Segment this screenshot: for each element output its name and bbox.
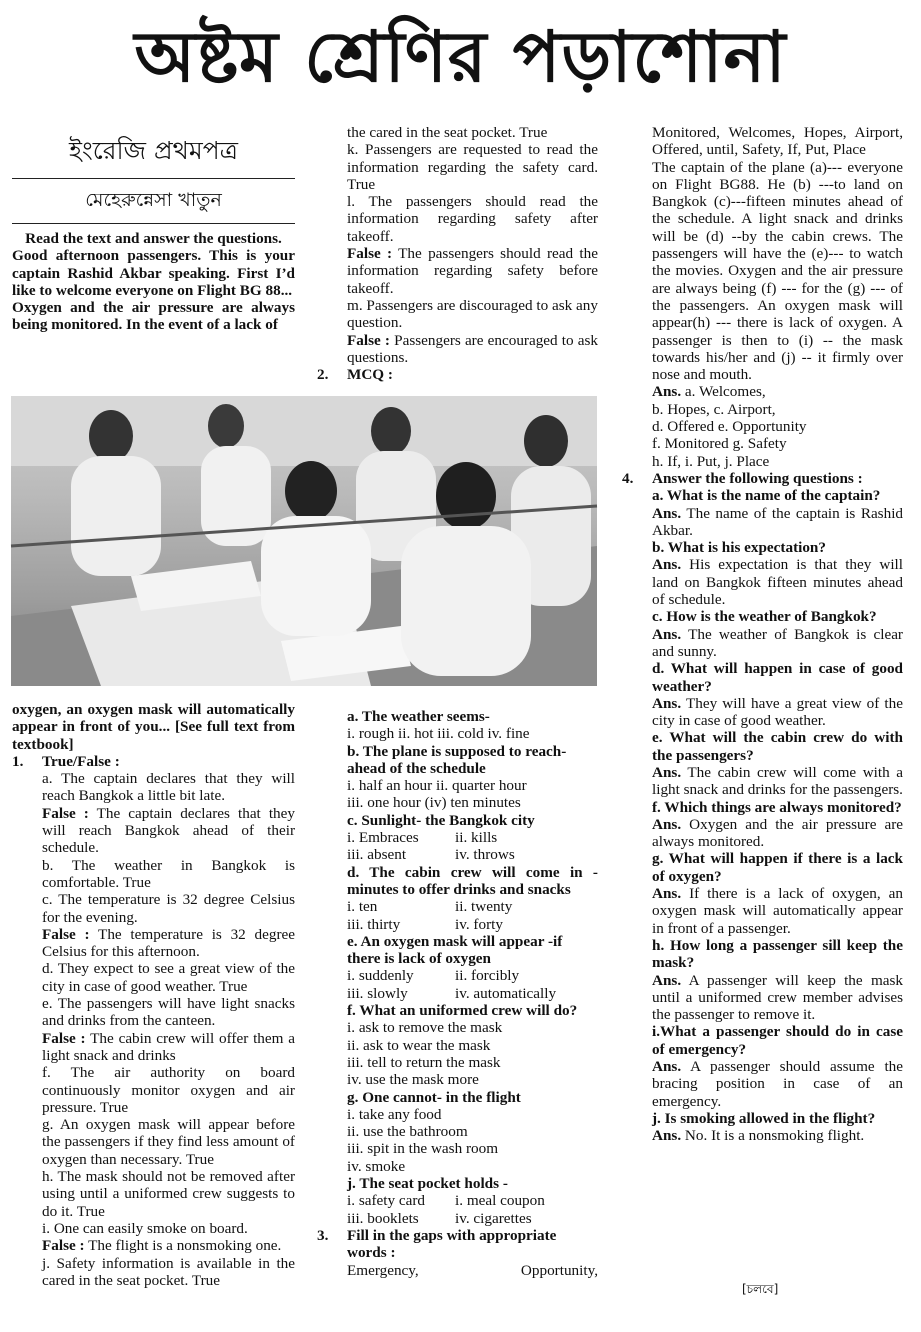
mcq-options: i. take any food <box>347 1105 442 1123</box>
tf-correction: False : Passengers are encouraged to ask questions. <box>347 331 599 366</box>
mcq-options: i. safety card i. meal coupon <box>347 1192 545 1210</box>
column-3 <box>622 124 903 1145</box>
qa-question: f. Which things are always monitored? <box>652 798 902 816</box>
mcq-question: f. What an uniformed crew will do? <box>347 1002 578 1020</box>
tf-statement: m. Passengers are discouraged to ask any question. <box>347 296 598 332</box>
qa-answer: Ans. A passenger should assume the bracing position in case of an emergency. <box>652 1058 903 1110</box>
mcq-options: iii. slowly iv. automatically <box>347 984 557 1002</box>
mcq-question: c. Sunlight- the Bangkok city <box>347 811 535 829</box>
tf-statement: h. The mask should not be removed after using until a uniformed crew suggests to do it. True <box>42 1168 295 1220</box>
mcq-options: iii. spit in the wash room <box>347 1140 499 1158</box>
mcq-options: iii. tell to return the mask <box>347 1053 501 1071</box>
exam-hall-photo <box>11 396 597 686</box>
question-heading <box>317 366 598 383</box>
tf-statement: the cared in the seat pocket. True <box>347 124 548 141</box>
qa-answer: Ans. The weather of Bangkok is clear and sunny. <box>652 625 903 660</box>
mcq-options: i. Embraces ii. kills <box>347 829 498 847</box>
false-label: False : <box>42 804 89 822</box>
answer-line: Ans. a. Welcomes, <box>652 383 766 401</box>
tf-correction: False : The temperature is 32 degree Celsius for this afternoon. <box>42 925 295 961</box>
passage-paragraph: Oxygen and the air pressure are always being monitored. In the event of a lack of <box>12 299 295 334</box>
column-2-bottom <box>317 708 598 1279</box>
tf-statement: e. The passengers will have light snacks and drinks from the canteen. <box>42 995 295 1030</box>
qa-answer: Ans. His expectation is that they will land on Bangkok fifteen minutes ahead of schedule. <box>652 556 903 609</box>
question-heading <box>317 1227 598 1262</box>
question-number: 3. <box>317 1226 329 1244</box>
question-number: 1. <box>12 752 24 770</box>
mcq-options: i. ten ii. twenty <box>347 898 513 916</box>
mcq-options: i. half an hour ii. quarter hour <box>347 777 527 795</box>
tf-statement: c. The temperature is 32 degree Celsius for the evening. <box>42 891 295 926</box>
tf-statement: d. They expect to see a great view of the city in case of good weather. True <box>42 960 295 995</box>
qa-question: d. What will happen in case of good weather? <box>652 660 903 695</box>
tf-statement: j. Safety information is available in the cared in the seat pocket. True <box>42 1254 295 1289</box>
mcq-options: iii. booklets iv. cigarettes <box>347 1209 532 1227</box>
answer-line: f. Monitored g. Safety <box>652 435 787 453</box>
question-number: 4. <box>622 469 634 487</box>
mcq-options: iii. thirty iv. forty <box>347 915 503 933</box>
answer-line: d. Offered e. Opportunity <box>652 418 807 436</box>
qa-answer: Ans. The cabin crew will come with a light snack and drinks for the passengers. <box>652 763 903 799</box>
tf-statement: f. The air authority on board continuously monitor oxygen and air pressure. True <box>42 1064 295 1116</box>
tf-correction: False : The cabin crew will offer them a light snack and drinks <box>42 1029 295 1064</box>
passage-paragraph: oxygen, an oxygen mask will automatically appear in front of you... [See full text from textbook] <box>12 701 295 753</box>
answer-line: h. If, i. Put, j. Place <box>652 452 770 470</box>
answer-line: b. Hopes, c. Airport, <box>652 400 776 418</box>
column-2-top <box>317 124 598 383</box>
false-label: False : <box>347 245 393 263</box>
continued-marker: [চলবে] <box>742 1282 779 1296</box>
qa-answer: Ans. A passenger will keep the mask until a uniformed crew member advises the passenger to remove it. <box>652 971 903 1024</box>
answer-label: Ans. <box>652 383 682 401</box>
mcq-options: i. suddenly ii. forcibly <box>347 967 520 985</box>
question-title: True/False : <box>42 752 120 770</box>
question-heading <box>12 753 295 770</box>
subject-title: ইংরেজি প্রথমপত্র <box>68 136 239 165</box>
tf-statement: l. The passengers should read the information regarding safety after takeoff. <box>347 193 598 245</box>
tf-statement: i. One can easily smoke on board. <box>42 1219 248 1237</box>
mcq-options: ii. use the bathroom <box>347 1123 468 1141</box>
mcq-question: d. The cabin crew will come in - minutes to offer drinks and snacks <box>347 863 598 898</box>
mcq-question: e. An oxygen mask will appear -if there is lack of oxygen <box>347 932 563 968</box>
mcq-options: iv. smoke <box>347 1157 406 1175</box>
qa-question: b. What is his expectation? <box>652 539 826 557</box>
qa-answer: Ans. No. It is a nonsmoking flight. <box>652 1127 865 1145</box>
qa-question: i.What a passenger should do in case of emergency? <box>652 1023 903 1058</box>
qa-question: h. How long a passenger sill keep the mask? <box>652 936 903 972</box>
tf-statement: k. Passengers are requested to read the information regarding the safety card. True <box>347 141 598 193</box>
mcq-question: a. The weather seems- <box>347 708 490 725</box>
column-1-bottom <box>12 701 295 1289</box>
question-number: 2. <box>317 366 329 384</box>
word-box: Monitored, Welcomes, Hopes, Airport, Offered, until, Safety, If, Put, Place <box>652 124 903 159</box>
qa-answer: Ans. If there is a lack of oxygen, an oxygen mask will automatically appear in front of a passenger. <box>652 885 903 937</box>
qa-question: c. How is the weather of Bangkok? <box>652 608 877 626</box>
question-title: MCQ : <box>347 366 393 384</box>
tf-statement: g. An oxygen mask will appear before the passengers if they find less amount of oxygen than necessary. True <box>42 1116 295 1168</box>
qa-question: j. Is smoking allowed in the flight? <box>652 1109 876 1127</box>
question-title: Fill in the gaps with appropriate words : <box>347 1226 557 1262</box>
false-label: False : <box>42 925 90 943</box>
mcq-options: iii. absent iv. throws <box>347 846 515 864</box>
fill-gaps-passage: The captain of the plane (a)--- everyone on Flight BG88. He (b) ---to land on Bangkok (c)---fifteen minutes ahead of the schedule. A light snack and drinks will be (d) --by the cabin crews. The passengers will have the (e)--- to watch the movies. Oxygen and the air pressure are always being (f) --- for the (g) --- of the passengers. An oxygen mask will appear(h) --- there is lack of oxygen. A passenger is then to (i) -- the mask towards his/her and (j) -- it firmly over nose and mouth. <box>652 158 903 384</box>
qa-question: a. What is the name of the captain? <box>652 487 881 505</box>
tf-list <box>12 770 295 1289</box>
question-title: Answer the following questions : <box>652 469 863 487</box>
qa-answer: Ans. Oxygen and the air pressure are always monitored. <box>652 815 904 851</box>
column-1-top <box>12 132 295 334</box>
divider <box>12 178 295 179</box>
mcq-question: g. One cannot- in the flight <box>347 1088 521 1106</box>
qa-list <box>622 487 903 1144</box>
mcq-question: b. The plane is supposed to reach- ahead of the schedule <box>347 742 567 777</box>
mcq-question: j. The seat pocket holds - <box>347 1175 508 1193</box>
word-box: Emergency, Opportunity, <box>347 1261 598 1279</box>
qa-question: g. What will happen if there is a lack of oxygen? <box>652 850 903 885</box>
tf-statement: a. The captain declares that they will reach Bangkok a little bit late. <box>42 770 295 805</box>
mcq-options: i. ask to remove the mask <box>347 1019 503 1037</box>
tf-correction: False : The captain declares that they will reach Bangkok ahead of their schedule. <box>42 804 295 857</box>
author-name: মেহেরুন্নেসা খাতুন <box>85 189 222 211</box>
question-heading <box>622 470 903 487</box>
mcq-options: i. rough ii. hot iii. cold iv. fine <box>347 725 530 743</box>
qa-answer: Ans. The name of the captain is Rashid Akbar. <box>652 504 904 539</box>
tf-correction: False : The passengers should read the information regarding safety before takeoff. <box>347 245 598 297</box>
false-label: False : <box>42 1029 86 1047</box>
mcq-options: iii. one hour (iv) ten minutes <box>347 794 521 812</box>
mcq-options: iv. use the mask more <box>347 1071 479 1089</box>
qa-question: e. What will the cabin crew do with the passengers? <box>652 729 903 764</box>
false-label: False : <box>42 1237 85 1255</box>
false-label: False : <box>347 331 390 349</box>
tf-statement: b. The weather in Bangkok is comfortable. True <box>42 856 295 891</box>
mcq-options: ii. ask to wear the mask <box>347 1036 491 1054</box>
passage-paragraph: Good afternoon passengers. This is your captain Rashid Akbar speaking. First I’d like to welcome everyone on Flight BG 88... <box>12 247 295 299</box>
tf-correction: False : The flight is a nonsmoking one. <box>42 1237 282 1255</box>
divider <box>12 223 295 224</box>
qa-answer: Ans. They will have a great view of the city in case of good weather. <box>652 694 903 730</box>
instruction: Read the text and answer the questions. <box>25 230 282 247</box>
masthead-title: অষ্টম শ্রেণির পড়াশোনা <box>134 16 787 98</box>
